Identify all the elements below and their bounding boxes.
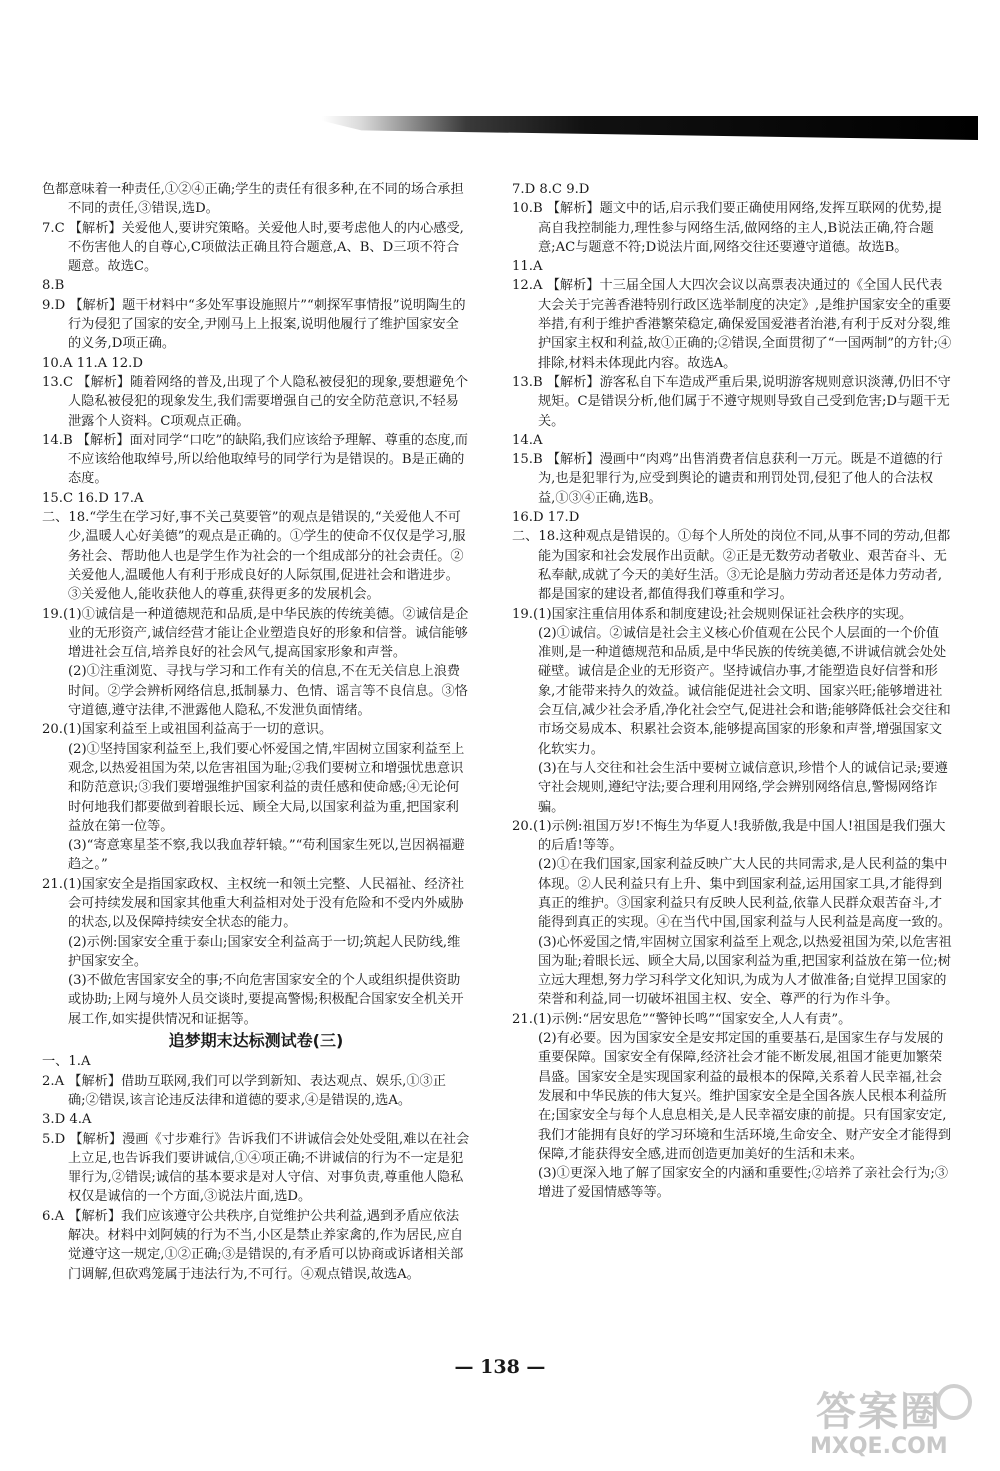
answer-item: 7.C 【解析】关爱他人,要讲究策略。关爱他人时,要考虑他人的内心感受,不伤害他人的自尊心,C项做法正确且符合题意,A、B、D三项不符合题意。故选C。: [42, 220, 464, 275]
answer-item: (2)①注重浏览、寻找与学习和工作有关的信息,不在无关信息上浪费时间。②学会辨析网络信息,抵制暴力、色情、谣言等不良信息。③恪守道德,遵守法律,不泄露他人隐私,不发泄负面情绪。: [68, 664, 468, 719]
watermark-logo: [804, 1378, 974, 1468]
answer-item: 8.B: [42, 278, 65, 294]
answer-item: 10.B 【解析】题文中的话,启示我们要正确使用网络,发挥互联网的优势,提高自我控制能力,理性参与网络生活,做网络的主人,B说法正确,符合题意;AC与题意不符;D说法片面,网络交往还要遵守道德。故选B。: [512, 201, 942, 255]
answer-item: 15.C 16.D 17.A: [42, 490, 144, 506]
answer-item: 21.(1)示例:“居安思危”“警钟长鸣”“国家安全,人人有责”。: [512, 1011, 852, 1027]
answer-item: (2)①坚持国家利益至上,我们要心怀爱国之情,牢固树立国家利益至上观念,以热爱祖国为荣,以危害祖国为耻;②我们要树立和增强忧患意识和防范意识;③我们要增强维护国家利益的责任感和使命感;④无论何时何地我们都要做到着眼长远、顾全大局,以国家利益为重,把国家利益放在第一位等。: [68, 741, 465, 834]
answer-item: (3)“寄意寒星荃不察,我以我血荐轩辕。”“苟利国家生死以,岂因祸福避趋之。”: [68, 838, 465, 873]
answer-item: 6.A 【解析】我们应该遵守公共秩序,自觉维护公共利益,遇到矛盾应依法解决。材料中刘阿姨的行为不当,小区是禁止养家禽的,作为居民,应自觉遵守这一规定,①②正确;③是错误的,有矛盾可以协商或诉诸相关部门调解,但砍鸡笼属于违法行为,不可行。④观点错误,故选A。: [42, 1208, 464, 1282]
answer-item: 3.D 4.A: [42, 1112, 92, 1128]
answer-item: (2)有必要。因为国家安全是安邦定国的重要基石,是国家生存与发展的重要保障。国家安全有保障,经济社会才能不断发展,祖国才能更加繁荣昌盛。国家安全是实现国家利益的最根本的保障,关系着人民幸福,社会发展和中华民族的伟大复兴。维护国家安全是全国各族人民根本利益所在;国家安全与每个人息息相关,是人民幸福安康的前提。只有国家安定,我们才能拥有良好的学习环境和生活环境,生命安全、财产安全才能得到保障,才能获得安全感,进而创造更加美好的生活和未来。: [538, 1031, 952, 1162]
answer-item: (2)①在我们国家,国家利益反映广大人民的共同需求,是人民利益的集中体现。②人民利益只有上升、集中到国家利益,运用国家工具,才能得到真正的维护。③国家利益只有反映人民利益,依靠人民群众艰苦奋斗,才能得到真正的实现。④在当代中国,国家利益与人民利益是高度一致的。: [538, 857, 952, 931]
page-number: — 138 —: [454, 1356, 546, 1378]
answer-item: (3)心怀爱国之情,牢固树立国家利益至上观念,以热爱祖国为荣,以危害祖国为耻;着眼长远、顾全大局,以国家利益为重,把国家利益放在第一位;树立远大理想,努力学习科学文化知识,为成为人才做准备;自觉捍卫国家的荣誉和利益,同一切破坏祖国主权、安全、尊严的行为作斗争。: [538, 934, 952, 1008]
left-column: [42, 180, 470, 1284]
answer-item: (2)①诚信。②诚信是社会主义核心价值观在公民个人层面的一个价值准则,是一种道德规范和品质,是中华民族的传统美德,不讲诚信就会处处碰壁。诚信是企业的无形资产。坚持诚信办事,才能塑造良好信誉和形象,才能带来持久的效益。诚信能促进社会文明、国家兴旺;能够增进社会互信,减少社会矛盾,净化社会空气,促进社会和谐;能够降低社会交往和市场交易成本、积累社会资本,能够提高国家的形象和声誉,增强国家文化软实力。: [538, 625, 951, 757]
right-column: [512, 180, 952, 1203]
watermark-text: 答案圈: [816, 1389, 942, 1435]
answer-item: (3)在与人交往和社会生活中要树立诚信意识,珍惜个人的诚信记录;要遵守社会规则,遵纪守法;要合理利用网络,学会辨别网络信息,警惕网络诈骗。: [538, 760, 948, 815]
answer-item: 10.A 11.A 12.D: [42, 355, 143, 371]
answer-item: 14.B 【解析】面对同学“口吃”的缺陷,我们应该给予理解、尊重的态度,而不应该给他取绰号,所以给他取绰号的同学行为是错误的。B是正确的态度。: [42, 432, 468, 487]
answer-item: 一、1.A: [42, 1054, 91, 1070]
answer-item: 13.B 【解析】游客私自下车造成严重后果,说明游客规则意识淡薄,仍旧不守规矩。C是错误分析,他们属于不遵守规则导致自己受到危害;D与题干无关。: [512, 374, 951, 429]
answer-item: 20.(1)示例:祖国万岁!不悔生为华夏人!我骄傲,我是中国人!祖国是我们强大的后盾!等等。: [512, 818, 946, 854]
answer-item: (2)示例:国家安全重于泰山;国家安全利益高于一切;筑起人民防线,维护国家安全。: [68, 934, 461, 969]
answer-item: 15.B 【解析】漫画中“肉鸡”出售消费者信息获利一万元。既是不道德的行为,也是犯罪行为,应受到舆论的谴责和刑罚处罚,侵犯了他人的合法权益,①③④正确,选B。: [512, 452, 943, 506]
answer-item: 2.A 【解析】借助互联网,我们可以学到新知、表达观点、娱乐,①③正确;②错误,该言论违反法律和道德的要求,④是错误的,选A。: [42, 1073, 446, 1108]
answer-item: 二、18.这种观点是错误的。①每个人所处的岗位不同,从事不同的劳动,但都能为国家和社会发展作出贡献。②正是无数劳动者敬业、艰苦奋斗、无私奉献,成就了今天的美好生活。③无论是脑力劳动者还是体力劳动者,都是国家的建设者,都值得我们尊重和学习。: [512, 529, 951, 603]
answer-item: 12.A 【解析】十三届全国人大四次会议以高票表决通过的《全国人民代表大会关于完善香港特别行政区选举制度的决定》,是维护国家安全的重要举措,有利于维护香港繁荣稳定,确保爱国爱港者治港,有利于反对分裂,维护国家主权和利益,故①正确的;②错误,全面贯彻了“一国两制”的方针;④排除,材料未体现此内容。故选A。: [512, 278, 952, 371]
answer-item: 16.D 17.D: [512, 510, 580, 526]
watermark-url: MXQE.COM: [810, 1434, 948, 1459]
answer-item: 11.A: [512, 259, 543, 275]
answer-item: 色都意味着一种责任,①②④正确;学生的责任有很多种,在不同的场合承担不同的责任,③错误,选D。: [42, 182, 464, 217]
answer-item: 9.D 【解析】题干材料中“多处军事设施照片”“刺探军事情报”说明陶生的行为侵犯了国家的安全,尹刚马上上报案,说明他履行了维护国家安全的义务,D项正确。: [42, 297, 466, 352]
answer-item: 20.(1)国家利益至上或祖国利益高于一切的意识。: [42, 722, 333, 738]
answer-item: 19.(1)①诚信是一种道德规范和品质,是中华民族的传统美德。②诚信是企业的无形资产,诚信经营才能让企业塑造良好的形象和信誉。诚信能够增进社会互信,培养良好的社会风气,提高国家形象和声誉。: [42, 606, 469, 661]
section-title: 追梦期末达标测试卷(三): [168, 1031, 344, 1051]
answer-item: (3)不做危害国家安全的事;不向危害国家安全的个人或组织提供资助或协助;上网与境外人员交谈时,要提高警惕;积极配合国家安全机关开展工作,如实提供情况和证据等。: [68, 973, 464, 1027]
answer-item: 21.(1)国家安全是指国家政权、主权统一和领土完整、人民福祉、经济社会可持续发展和国家其他重大利益相对处于没有危险和不受内外威胁的状态,以及保障持续安全状态的能力。: [42, 876, 465, 931]
answer-item: 二、18.“学生在学习好,事不关己莫要管”的观点是错误的,“关爱他人不可少,温暖人心好美德”的观点是正确的。①学生的使命不仅仅是学习,服务社会、帮助他人也是学生作为社会的一个组成部分的社会责任。②关爱他人,温暖他人有利于形成良好的人际氛围,促进社会和谐进步。③关爱他人,能收获他人的尊重,获得更多的发展机会。: [42, 510, 466, 603]
answer-item: 13.C 【解析】随着网络的普及,出现了个人隐私被侵犯的现象,要想避免个人隐私被侵犯的现象发生,我们需要增强自己的安全防范意识,不轻易泄露个人资料。C项观点正确。: [42, 374, 469, 429]
answer-item: (3)①更深入地了解了国家安全的内涵和重要性;②培养了亲社会行为;③增进了爱国情感等等。: [538, 1166, 949, 1201]
answer-item: 5.D 【解析】漫画《寸步难行》告诉我们不讲诚信会处处受阻,难以在社会上立足,也告诉我们要讲诚信,①④项正确;不讲诚信的行为不一定是犯罪行为,②错误;诚信的基本要求是对人守信、对事负责,尊重他人隐私权仅是诚信的一个方面,③说法片面,选D。: [42, 1131, 470, 1205]
header-decoration-bar: [322, 116, 978, 140]
answer-item: 14.A: [512, 432, 543, 448]
answer-item: 7.D 8.C 9.D: [512, 182, 590, 197]
answer-item: 19.(1)国家注重信用体系和制度建设;社会规则保证社会秩序的实现。: [512, 606, 913, 622]
